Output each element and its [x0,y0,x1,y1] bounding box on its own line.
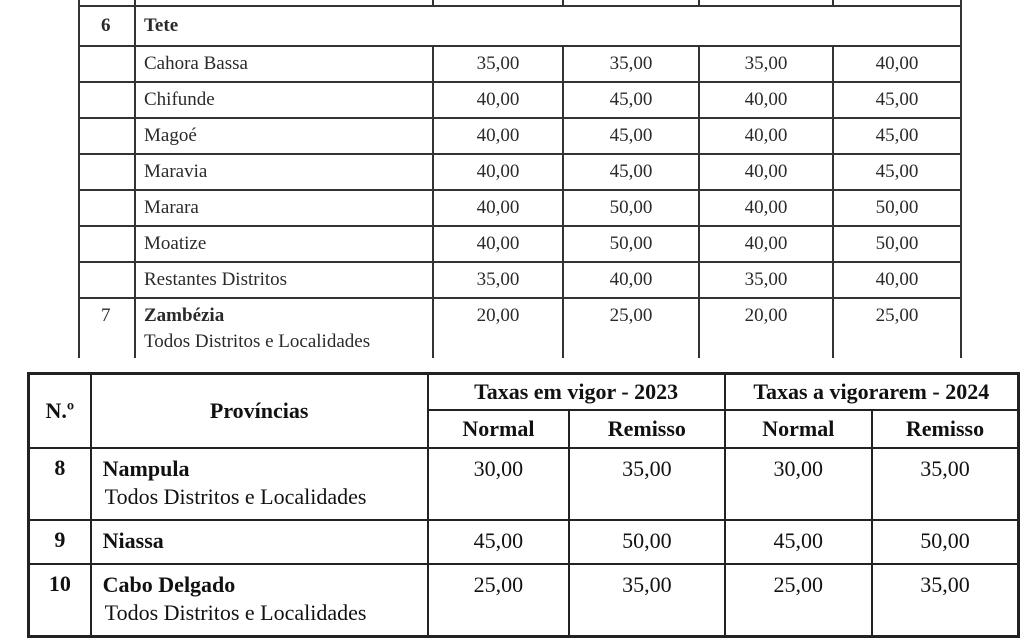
rate-2023-remisso: 35,00 [569,564,724,637]
rate-2024-remisso: 50,00 [872,520,1019,564]
rate-2024-remisso: 35,00 [872,564,1019,637]
rate-2024-remisso: 40,00 [833,262,961,298]
rate-2023-normal: 40,00 [433,226,563,262]
header-2024-normal: Normal [725,410,872,448]
province-cell [91,520,428,564]
rate-2023-normal: 35,00 [433,262,563,298]
province-rates-table [27,372,1020,638]
rate-2023-normal: 40,00 [433,118,563,154]
table-row [79,226,961,262]
province-row-tete [79,6,961,46]
province-name: Nampula [102,456,190,481]
rate-2023-remisso: 50,00 [563,190,699,226]
header-group-2023: Taxas em vigor - 2023 [428,374,725,411]
table-row [79,46,961,82]
rate-2023-remisso: 35,00 [563,46,699,82]
rate-2023-remisso: 45,00 [563,82,699,118]
rate-2024-normal: 25,00 [725,564,872,637]
rate-2024-remisso: 50,00 [833,226,961,262]
header-provinces: Províncias [91,374,428,449]
header-2023-normal: Normal [428,410,569,448]
rate-2023-normal: 40,00 [433,190,563,226]
row-number: 7 [79,298,135,358]
province-row-zambezia [79,298,961,358]
district-name: Maravia [135,154,433,190]
table-row [29,448,1019,520]
row-number: 8 [29,448,91,520]
table-row [79,82,961,118]
header-group-2024: Taxas a vigorarem - 2024 [725,374,1019,411]
table-row [79,154,961,190]
province-cell [91,448,428,520]
rate-2024-normal: 45,00 [725,520,872,564]
rate-2024-normal: 40,00 [699,154,833,190]
table-row [79,262,961,298]
rate-2024-normal: 35,00 [699,46,833,82]
province-sub: Todos Distritos e Localidades [104,484,367,509]
district-name: Cahora Bassa [135,46,433,82]
rate-2023-remisso: 50,00 [563,226,699,262]
rate-2024-normal: 40,00 [699,226,833,262]
province-name: Niassa [102,528,164,553]
header-row [29,374,1019,411]
rate-2023-remisso: 50,00 [569,520,724,564]
rate-2023-normal: 35,00 [433,46,563,82]
district-name: Marara [135,190,433,226]
header-number: N.º [29,374,91,449]
table-row [29,520,1019,564]
rate-2023-remisso: 40,00 [563,262,699,298]
district-name: Moatize [135,226,433,262]
rate-2024-remisso: 45,00 [833,154,961,190]
rate-2024-normal: 40,00 [699,82,833,118]
rate-2024-remisso: 50,00 [833,190,961,226]
table-row [29,564,1019,637]
district-name: Magoé [135,118,433,154]
rate-2023-normal: 25,00 [428,564,569,637]
rate-2024-remisso: 35,00 [872,448,1019,520]
row-number: 9 [29,520,91,564]
rate-2024-remisso: 45,00 [833,118,961,154]
province-name: Zambézia [144,305,225,326]
rate-2023-normal: 45,00 [428,520,569,564]
province-sub: Todos Distritos e Localidades [104,600,367,625]
row-number: 10 [29,564,91,637]
rate-2024-remisso: 45,00 [833,82,961,118]
district-rates-table [78,0,962,358]
rate-2024-normal: 30,00 [725,448,872,520]
header-2024-remisso: Remisso [872,410,1019,448]
rate-2024-normal: 40,00 [699,118,833,154]
table-row [79,190,961,226]
rate-2024-normal: 35,00 [699,262,833,298]
province-cell [135,298,433,358]
rate-2023-remisso: 25,00 [563,298,699,358]
header-2023-remisso: Remisso [569,410,724,448]
table-row [79,118,961,154]
rate-2023-remisso: 45,00 [563,154,699,190]
rate-2023-remisso: 45,00 [563,118,699,154]
district-name: Restantes Distritos [135,262,433,298]
rate-2023-normal: 30,00 [428,448,569,520]
rate-2023-remisso: 35,00 [569,448,724,520]
province-sub: Todos Distritos e Localidades [144,331,371,352]
row-number: 6 [79,6,135,46]
rate-2023-normal: 20,00 [433,298,563,358]
rate-2023-normal: 40,00 [433,82,563,118]
province-cell [91,564,428,637]
rate-2023-normal: 40,00 [433,154,563,190]
province-name: Tete [135,6,961,46]
rate-2024-remisso: 25,00 [833,298,961,358]
rate-2024-normal: 40,00 [699,190,833,226]
province-name: Cabo Delgado [102,572,236,597]
rate-2024-normal: 20,00 [699,298,833,358]
district-name: Chifunde [135,82,433,118]
rate-2024-remisso: 40,00 [833,46,961,82]
